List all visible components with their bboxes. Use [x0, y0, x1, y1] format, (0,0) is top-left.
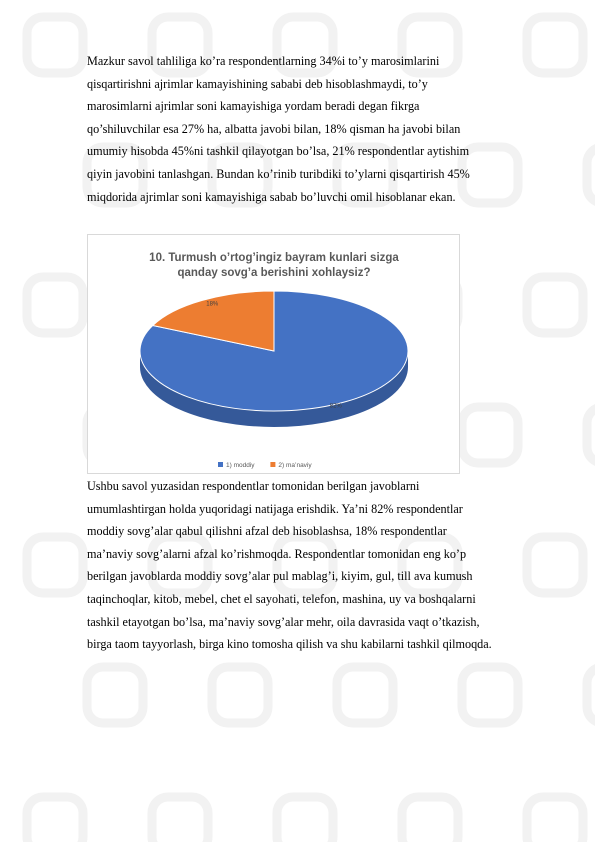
conclusion-line: tashkil etayotgan bo’lsa, ma’naviy sovg’alar mehr, oila davrasida vaqt o’tkazish,: [87, 614, 480, 629]
analysis-line: qiyin javobini tanlashgan. Bundan ko’rinib turibdiki to’ylarni qisqartirish 45%: [87, 166, 470, 181]
watermark-shape: [527, 277, 583, 333]
watermark-shape: [87, 667, 143, 723]
conclusion-line: taqinchoqlar, kitob, mebel, chet el sayohati, telefon, mashina, uy va boshqalarni: [87, 591, 476, 606]
watermark-shape: [152, 797, 208, 842]
conclusion-line: ma’naviy sovg’alarni afzal ko’rishmoqda. Respondentlar tomonidan eng ko’p: [87, 546, 467, 561]
watermark-shape: [462, 407, 518, 463]
watermark-shape: [277, 797, 333, 842]
pie-chart: [87, 234, 460, 474]
paragraph-conclusion: [87, 475, 577, 656]
watermark-shape: [587, 667, 595, 723]
legend-swatch-2: [270, 462, 275, 467]
chart-title-line-2: qanday sovg’a berishini xohlaysiz?: [177, 267, 371, 279]
analysis-line: miqdorida ajrimlar soni kamayishiga sabab bo’luvchi omil hisoblanar ekan.: [87, 189, 456, 204]
watermark-shape: [27, 17, 83, 73]
legend-swatch-1: [218, 462, 223, 467]
watermark-shape: [402, 797, 458, 842]
analysis-line: marosimlarni ajrimlar soni kamayishiga yordam beradi degan fikrga: [87, 99, 420, 114]
analysis-line: Mazkur savol tahliliga ko’ra respondentlarning 34%i to’y marosimlarini: [87, 54, 440, 68]
legend-label-1: 1) moddiy: [226, 462, 255, 469]
analysis-line: qisqartirishni ajrimlar kamayishining sababi deb hisoblashmaydi, to’y: [87, 76, 428, 91]
paragraph-analysis: [87, 50, 577, 208]
watermark-shape: [462, 667, 518, 723]
legend-label-2: 2) ma’naviy: [278, 462, 312, 469]
watermark-shape: [527, 797, 583, 842]
conclusion-line: berilgan javoblarda moddiy sovg’alar pul mablag’i, kiyim, gul, till ava kumush: [87, 569, 473, 584]
data-label-1: 82%: [329, 403, 342, 410]
data-label-2: 18%: [206, 301, 219, 308]
conclusion-line: Ushbu savol yuzasidan respondentlar tomonidan berilgan javoblarni: [87, 479, 420, 493]
watermark-shape: [27, 277, 83, 333]
analysis-line: umumiy hisobda 45%ni tashkil qilayotgan bo’lsa, 21% respondentlar aytishim: [87, 144, 470, 159]
watermark-shape: [587, 147, 595, 203]
watermark-shape: [212, 667, 268, 723]
conclusion-line: birga taom tayyorlash, birga kino tomosha qilish va shu kabilarni tashkil qilmoqda.: [87, 637, 492, 652]
analysis-line: qo’shiluvchilar esa 27% ha, albatta javobi bilan, 18% qisman ha javobi bilan: [87, 121, 461, 136]
conclusion-line: moddiy sovg’alar qabul qilishni afzal deb hisoblashsa, 18% respondentlar: [87, 524, 447, 539]
watermark-shape: [337, 667, 393, 723]
watermark-shape: [27, 797, 83, 842]
watermark-shape: [27, 537, 83, 593]
conclusion-line: umumlashtirgan holda yuqoridagi natijaga erishdik. Ya’ni 82% respondentlar: [87, 501, 463, 516]
chart-title-line-1: 10. Turmush o’rtog’ingiz bayram kunlari sizga: [149, 252, 399, 264]
watermark-shape: [587, 407, 595, 463]
